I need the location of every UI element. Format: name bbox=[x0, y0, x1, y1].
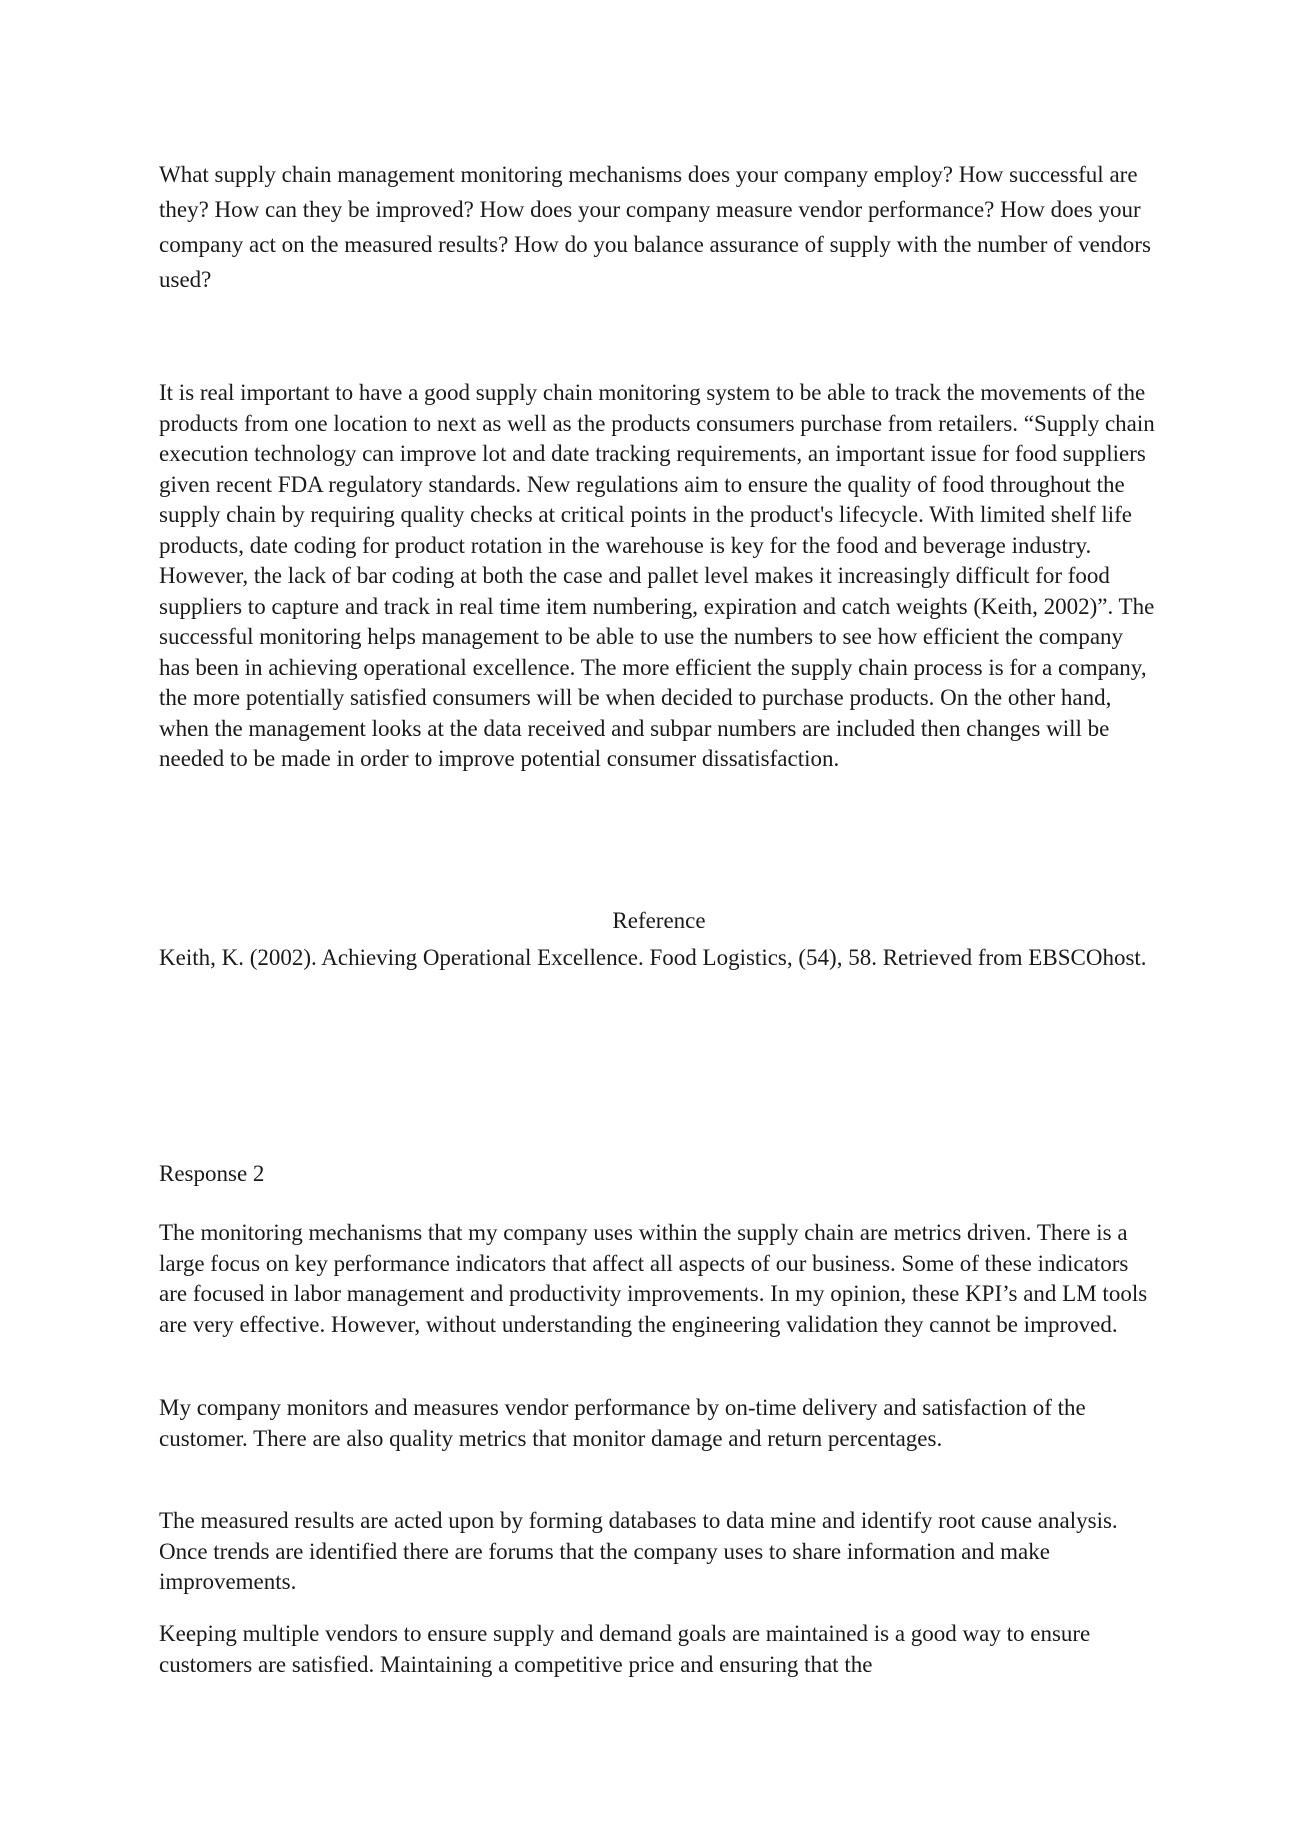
response-2-heading: Response 2 bbox=[159, 1161, 265, 1186]
response-2-paragraph-2: My company monitors and measures vendor performance by on-time delivery and satisfaction of the customer. There are also quality metrics that monitor damage and return percentages. bbox=[159, 1395, 1086, 1451]
question-paragraph: What supply chain management monitoring mechanisms does your company employ? How successful are they? How can they be improved? How does your company measure vendor performance? How does your company act on the measured results? How do you balance assurance of supply with the number of vendors used? bbox=[159, 162, 1151, 292]
response-1-paragraph: It is real important to have a good supply chain monitoring system to be able to track the movements of the products from one location to next as well as the products consumers purchase from retailers. “Supply chain execution technology can improve lot and date tracking requirements, an important issue for food suppliers given recent FDA regulatory standards. New regulations aim to ensure the quality of food throughout the supply chain by requiring quality checks at critical points in the product's lifecycle. With limited shelf life products, date coding for product rotation in the warehouse is key for the food and beverage industry. However, the lack of bar coding at both the case and pallet level makes it increasingly difficult for food suppliers to capture and track in real time item numbering, expiration and catch weights (Keith, 2002)”. The successful monitoring helps management to be able to use the numbers to see how efficient the company has been in achieving operational excellence. The more efficient the supply chain process is for a company, the more potentially satisfied consumers will be when decided to purchase products. On the other hand, when the management looks at the data received and subpar numbers are included then changes will be needed to be made in order to improve potential consumer dissatisfaction. bbox=[159, 380, 1155, 771]
response-2-paragraph-4: Keeping multiple vendors to ensure supply and demand goals are maintained is a good way to ensure customers are satisfied. Maintaining a competitive price and ensuring that the bbox=[159, 1621, 1091, 1677]
response-2-paragraph-3: The measured results are acted upon by forming databases to data mine and identify root cause analysis. Once trends are identified there are forums that the company uses to share information and make improvements. bbox=[159, 1508, 1118, 1594]
response-2-paragraph-1: The monitoring mechanisms that my company uses within the supply chain are metrics driven. There is a large focus on key performance indicators that affect all aspects of our business. Some of these indicators are focused in labor management and productivity improvements. In my opinion, these KPI’s and LM tools are very effective. However, without understanding the engineering validation they cannot be improved. bbox=[159, 1220, 1148, 1337]
reference-entry: Keith, K. (2002). Achieving Operational Excellence. Food Logistics, (54), 58. Retrieved from EBSCOhost. bbox=[159, 945, 1147, 970]
reference-heading: Reference bbox=[612, 908, 706, 933]
